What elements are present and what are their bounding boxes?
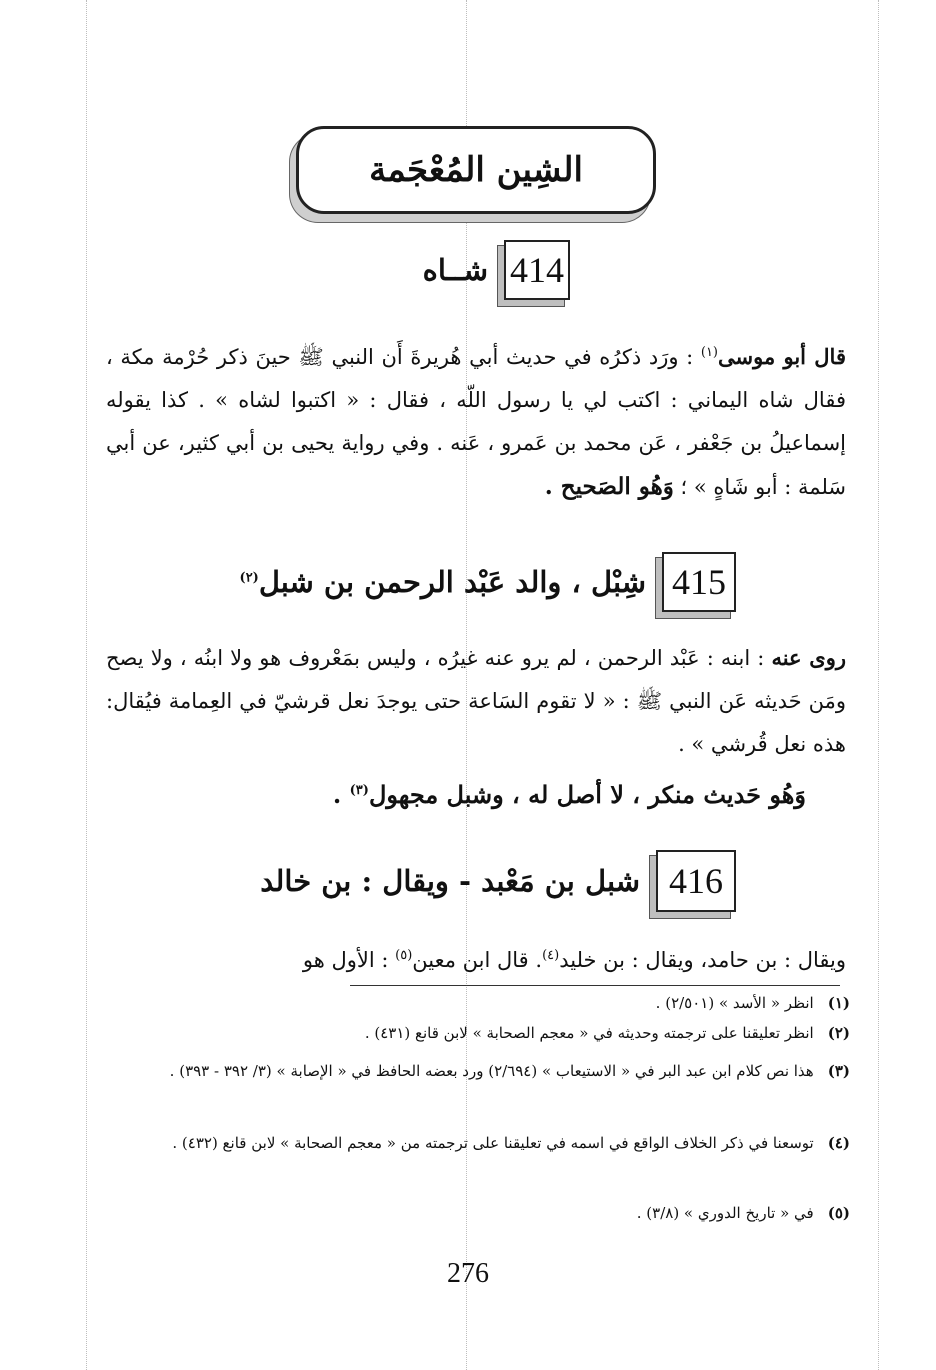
footnote-ref: (١) (700, 345, 718, 360)
chapter-header-box (296, 126, 656, 214)
margin-guide-left (86, 0, 87, 1370)
entry-number-box: 415 (662, 552, 736, 612)
entry-414-heading (423, 240, 570, 300)
entry-number-box: 416 (656, 850, 736, 912)
footnote-divider (350, 985, 840, 986)
footnote-3: (٣)هذا نص كلام ابن عبد البر في « الاستيعاب » (٢/٦٩٤) ورد بعضه الحافظ في « الإصابة » (٣/ ٣٩٢ - ٣٩٣) . (169, 1062, 850, 1080)
entry-416-paragraph: ويقال : بن حامد، ويقال : بن خليد$^{(٤)}$. قال ابن معين$^{(٥)}$ : الأول هو (302, 948, 846, 972)
footnote-1: (١)انظر « الأسد » (٢/٥٠١) . (655, 994, 850, 1012)
entry-text: : ورَد ذكرُه في حديث أبي هُريرةَ أَن النبي ﷺ حينَ ذكر حُرْمة مكة ، فقال شاه اليماني : اكتب لي يا رسول اللّه ، فقال : « اكتبوا لشاه » . كذا يقوله إسماعيلُ بن جَعْفر ، عَن محمد بن عَمرو ، عَنه . وفي رواية يحيى بن أبي كثير، عن أبي سَلمة : أبو شَاهٍ » ؛ (106, 345, 846, 499)
entry-414-paragraph (106, 331, 846, 509)
footnote-ref: (٥) (395, 948, 413, 963)
entry-title: شبل بن مَعْبد - ويقال : بن خالد (260, 864, 640, 898)
chapter-title: الشِين المُعْجَمة (369, 150, 583, 190)
entry-title: شــاه (422, 253, 488, 287)
entry-415-paragraph (106, 636, 846, 766)
entry-416-heading (260, 850, 736, 912)
entry-text: : ابنه : عَبْد الرحمن ، لم يرو عنه غيرُه ، وليس بمَعْروف هو ولا ابنُه ، ولا يصح ومَن حَديثه عَن النبي ﷺ : « لا تقوم السَاعة حتى يوجدَ نعل قرشيّ في العِمامة فيُقال: هذه نعل قُرشي » . (106, 646, 846, 756)
entry-title: شِبْل ، والد عَبْد الرحمن بن شبل (258, 565, 646, 599)
entry-415-heading (240, 552, 736, 612)
entry-lead: روى عنه (771, 645, 847, 670)
footnote-4: (٤)توسعنا في ذكر الخلاف الواقع في اسمه في تعليقنا على ترجمته من « معجم الصحابة » لابن قانع (٤٣٢) . (172, 1134, 850, 1152)
entry-conclusion: وَهُو الصَحيح . (544, 473, 674, 500)
footnote-2: (٢)انظر تعليقنا على ترجمته وحديثه في « معجم الصحابة » لابن قانع (٤٣١) . (364, 1024, 850, 1042)
margin-guide-right (878, 0, 879, 1370)
footnote-ref: (٤) (542, 948, 560, 963)
page-number: 276 (447, 1258, 489, 1289)
footnote-ref: (٣) (349, 783, 369, 798)
entry-lead: قال أبو موسى (718, 344, 846, 369)
footnote-ref: (٢) (239, 570, 259, 586)
entry-415-verdict: وَهُو حَديث منكر ، لا أصل له ، وشبل مجهول$^{(٣)}$ . (332, 780, 806, 809)
entry-number-box: 414 (504, 240, 570, 300)
footnote-5: (٥)في « تاريخ الدوري » (٣/٨) . (636, 1204, 850, 1222)
